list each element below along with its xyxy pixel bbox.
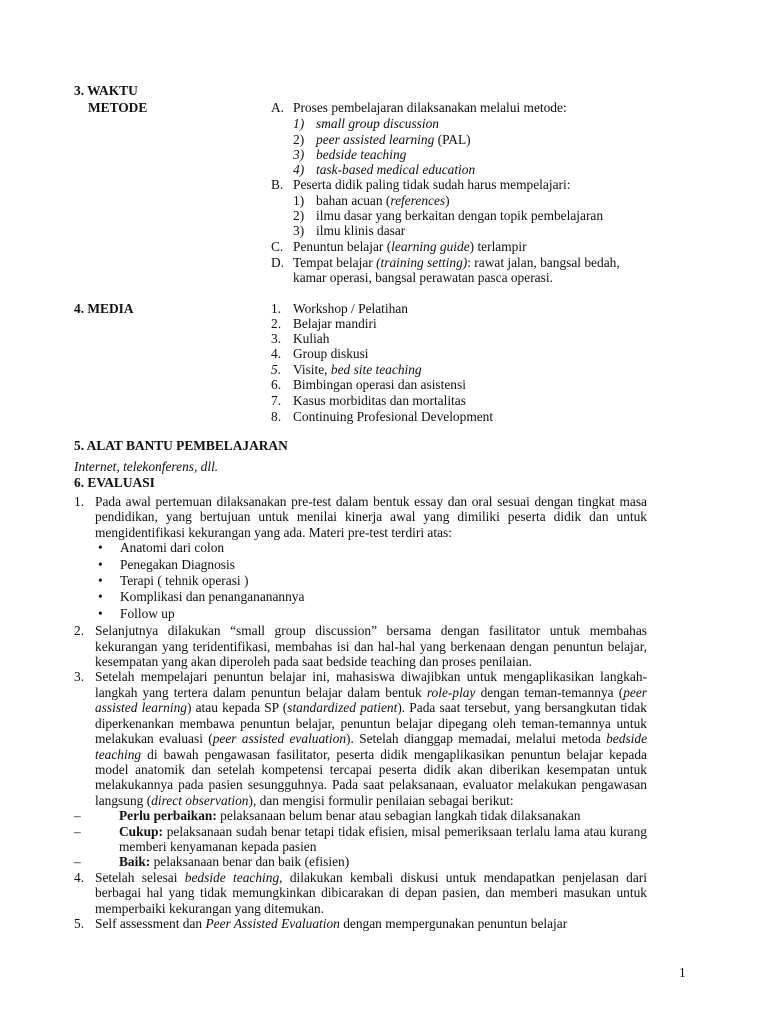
metode-b-1-line — [316, 193, 450, 208]
metode-d-post: : rawat jalan, bangsal bedah, — [467, 255, 620, 270]
heading-alat-bantu: 5. ALAT BANTU PEMBELAJARAN — [74, 438, 288, 453]
evaluasi-item-5-text — [95, 916, 647, 931]
metode-c-em: learning guide — [391, 239, 470, 254]
metode-a-3-text: bedside teaching — [316, 147, 407, 162]
penilaian-item-label: Baik: — [119, 854, 151, 870]
media-item-7-num: 7. — [271, 393, 282, 408]
metode-b-3-num: 3) — [293, 223, 305, 238]
p3-i: ). Setelah dianggap memadai, melalui metoda — [346, 731, 607, 747]
metode-a-letter: A. — [271, 100, 285, 115]
metode-a-text: Proses pembelajaran dilaksanakan melalui metode: — [293, 100, 567, 115]
heading-evaluasi: 6. EVALUASI — [74, 475, 155, 490]
heading-metode: METODE — [88, 100, 148, 115]
evaluasi-item-3-num: 3. — [74, 669, 85, 685]
p3-l: direct observation — [151, 792, 249, 808]
media-item-5-em: bed site teaching — [330, 362, 422, 377]
metode-a-2-num: 2) — [293, 132, 305, 147]
metode-a-1-num: 1) — [293, 116, 305, 131]
dash-icon: – — [74, 808, 81, 824]
evaluasi-item-5-num: 5. — [74, 915, 85, 931]
media-item-4-num: 4. — [271, 346, 282, 361]
metode-c-pre: Penuntun belajar ( — [293, 239, 392, 254]
bullet-icon: • — [98, 573, 103, 589]
media-item-7-line — [293, 393, 466, 408]
metode-a-4-num: 4) — [293, 162, 305, 177]
dash-icon: – — [74, 854, 81, 870]
metode-a-2-tail: (PAL) — [434, 132, 471, 147]
evaluasi-item-1-num: 1. — [74, 494, 85, 509]
penilaian-item — [74, 824, 647, 855]
penilaian-item — [74, 854, 647, 869]
media-item-2-line — [293, 316, 377, 331]
evaluasi-item-2 — [74, 623, 647, 669]
alat-bantu-text: Internet, telekonferens, dll. — [74, 459, 219, 474]
bullet-icon: • — [98, 605, 103, 621]
bullet-icon: • — [98, 556, 103, 572]
metode-a-3-num: 3) — [293, 147, 305, 162]
p3-d: peer assisted learning — [95, 684, 647, 716]
metode-c-line — [293, 239, 527, 254]
media-item-4-line — [293, 346, 369, 361]
media-item-3-num: 3. — [271, 331, 282, 346]
metode-c-letter: C. — [271, 239, 284, 254]
heading-waktu: 3. WAKTU — [74, 83, 138, 98]
metode-a-2-line — [316, 132, 471, 147]
dash-icon: – — [74, 823, 81, 839]
pretest-bullet-text: Follow up — [120, 605, 175, 621]
evaluasi-item-4 — [74, 870, 647, 916]
media-item-7-text: Kasus morbiditas dan mortalitas — [293, 393, 466, 408]
p3-k: di bawah pengawasan fasilitator, peserta didik mengaplikasikan penuntun belajar kepada model anatomik dan setelah kompetensi tercapai peserta didik akan diberikan kesempatan untuk melakukannya pada pasien sesungguhnya. Pada saat pelaksanaan, evaluator melakukan pengawasan langsung ( — [95, 746, 647, 808]
penilaian-dash-list — [74, 808, 647, 870]
pretest-bullet-text: Komplikasi dan penangananannya — [120, 589, 305, 605]
metode-a-2-text: peer assisted learning — [316, 132, 435, 147]
p3-e: ) atau kepada SP ( — [186, 700, 288, 716]
metode-d-letter: D. — [271, 255, 285, 270]
metode-b-2-num: 2) — [293, 208, 305, 223]
p5-b: Peer Assisted Evaluation — [205, 915, 340, 931]
media-item-6-num: 6. — [271, 377, 282, 392]
evaluasi-item-5 — [74, 916, 647, 931]
p5-a: Self assessment dan — [95, 915, 206, 931]
pretest-bullet-item — [74, 606, 647, 622]
evaluasi-item-3-text — [95, 669, 647, 808]
p5-c: dengan mempergunakan penuntun belajar — [339, 915, 568, 931]
media-item-5-text: Visite, — [293, 362, 331, 377]
penilaian-item — [74, 808, 647, 823]
metode-b-text: Peserta didik paling tidak sudah harus mempelajari: — [293, 177, 571, 192]
evaluasi-body — [74, 494, 647, 931]
media-item-5-line — [293, 362, 422, 377]
metode-d-pre: Tempat belajar — [293, 255, 377, 270]
p3-j: bedside teaching — [95, 731, 648, 762]
metode-d-em: (training setting) — [376, 255, 468, 270]
pretest-bullet-item — [74, 557, 647, 573]
metode-a-1-text: small group discussion — [316, 116, 440, 131]
evaluasi-item-1 — [74, 494, 647, 540]
bullet-icon: • — [98, 589, 103, 605]
p4-a: Setelah selesai — [95, 869, 185, 885]
metode-b-1-num: 1) — [293, 193, 305, 208]
media-item-5-num: 5. — [271, 362, 282, 377]
metode-b-2-text: ilmu dasar yang berkaitan dengan topik pembelajaran — [316, 208, 604, 223]
media-item-4-text: Group diskusi — [293, 346, 369, 361]
metode-a-4-text: task-based medical education — [316, 162, 476, 177]
p3-a: Setelah mempelajari penuntun belajar ini, mahasiswa diwajibkan untuk mengaplikasikan langkah-langkah yang tertera dalam penuntun belajar dalam bentuk — [95, 669, 647, 700]
evaluasi-item-4-text — [95, 870, 647, 916]
penilaian-item-text — [119, 824, 647, 855]
p3-f: standardized patient — [287, 700, 398, 716]
p3-g: ). Pada saat tersebut, yang bersangkutan tidak diperkenankan membawa penuntun belajar, penuntun belajar dipegang oleh teman-temannya untuk melakukan evaluasi ( — [95, 700, 647, 747]
pretest-bullet-item — [74, 589, 647, 605]
pretest-bullet-text: Penegakan Diagnosis — [120, 556, 235, 572]
bullet-icon: • — [98, 540, 103, 556]
metode-c-post: ) terlampir — [469, 239, 527, 254]
penilaian-item-desc: pelaksanaan benar dan baik (efisien) — [150, 854, 350, 870]
evaluasi-item-2-text: Selanjutnya dilakukan “small group discussion” bersama dengan fasilitator untuk membahas kekurangan yang teridentifikasi, membahas isi dan hal-hal yang berkenaan dengan penuntun belajar, kesempatan yang akan diperoleh pada saat bedside teaching dan proses penilaian. — [95, 623, 647, 670]
penilaian-item-desc: pelaksanaan belum benar atau sebagian langkah tidak dilaksanakan — [216, 808, 581, 824]
media-item-1-text: Workshop / Pelatihan — [293, 301, 408, 316]
metode-b-1-em: references — [390, 193, 446, 208]
metode-b-1-post: ) — [445, 193, 450, 208]
penilaian-item-text — [119, 808, 647, 823]
metode-b-3-text: ilmu klinis dasar — [316, 223, 406, 238]
evaluasi-item-1-text: Pada awal pertemuan dilaksanakan pre-test dalam bentuk essay dan oral sesuai dengan tingkat masa pendidikan, yang bertujuan untuk menilai kinerja awal yang dimiliki peserta didik dan untuk mengidentifikasi kekurangan yang ada. Materi pre-test terdiri atas: — [95, 494, 647, 540]
pretest-bullet-text: Terapi ( tehnik operasi ) — [120, 573, 249, 589]
evaluasi-item-4-num: 4. — [74, 869, 85, 885]
p4-b: bedside teaching — [184, 869, 280, 885]
metode-b-1-pre: bahan acuan ( — [316, 193, 391, 208]
metode-d-line — [293, 255, 620, 270]
evaluasi-item-3 — [74, 669, 647, 808]
metode-b-letter: B. — [271, 177, 284, 192]
penilaian-item-label: Cukup: — [119, 823, 163, 839]
media-item-1-num: 1. — [271, 301, 282, 316]
metode-d-line2: kamar operasi, bangsal perawatan pasca operasi. — [293, 270, 553, 285]
media-item-8-line — [293, 409, 493, 424]
media-item-8-num: 8. — [271, 409, 282, 424]
heading-media: 4. MEDIA — [74, 301, 134, 316]
pretest-bullet-item — [74, 540, 647, 556]
page-number: 1 — [679, 965, 686, 980]
media-item-1-line — [293, 301, 408, 316]
penilaian-item-text — [119, 854, 647, 869]
penilaian-item-label: Perlu perbaikan: — [119, 808, 217, 824]
p3-h: peer assisted evaluation — [212, 731, 347, 747]
pretest-bullet-list — [74, 540, 647, 622]
evaluasi-item-2-num: 2. — [74, 623, 85, 639]
media-item-8-text: Continuing Profesional Development — [293, 409, 494, 424]
media-item-3-line — [293, 331, 329, 346]
pretest-bullet-item — [74, 573, 647, 589]
penilaian-item-desc: pelaksanaan sudah benar tetapi tidak efisien, misal pemeriksaan terlalu lama atau kurang memberi kenyamanan kepada pasien — [119, 823, 647, 854]
media-item-3-text: Kuliah — [293, 331, 330, 346]
pretest-bullet-text: Anatomi dari colon — [120, 540, 225, 556]
p3-c: dengan teman-temannya ( — [475, 684, 624, 700]
p3-m: ), dan mengisi formulir penilaian sebagai berikut: — [248, 792, 514, 808]
media-item-6-line — [293, 377, 466, 392]
p3-b: role-play — [426, 684, 476, 700]
media-item-2-num: 2. — [271, 316, 282, 331]
p4-c: , dilakukan kembali diskusi untuk mendapatkan penjelasan dari berbagai hal yang tidak memungkinkan dibicarakan di depan pasien, dan memberi masukan untuk memperbaiki kekurangan yang ditemukan. — [95, 869, 647, 916]
media-item-6-text: Bimbingan operasi dan asistensi — [293, 377, 466, 392]
media-item-2-text: Belajar mandiri — [293, 316, 377, 331]
